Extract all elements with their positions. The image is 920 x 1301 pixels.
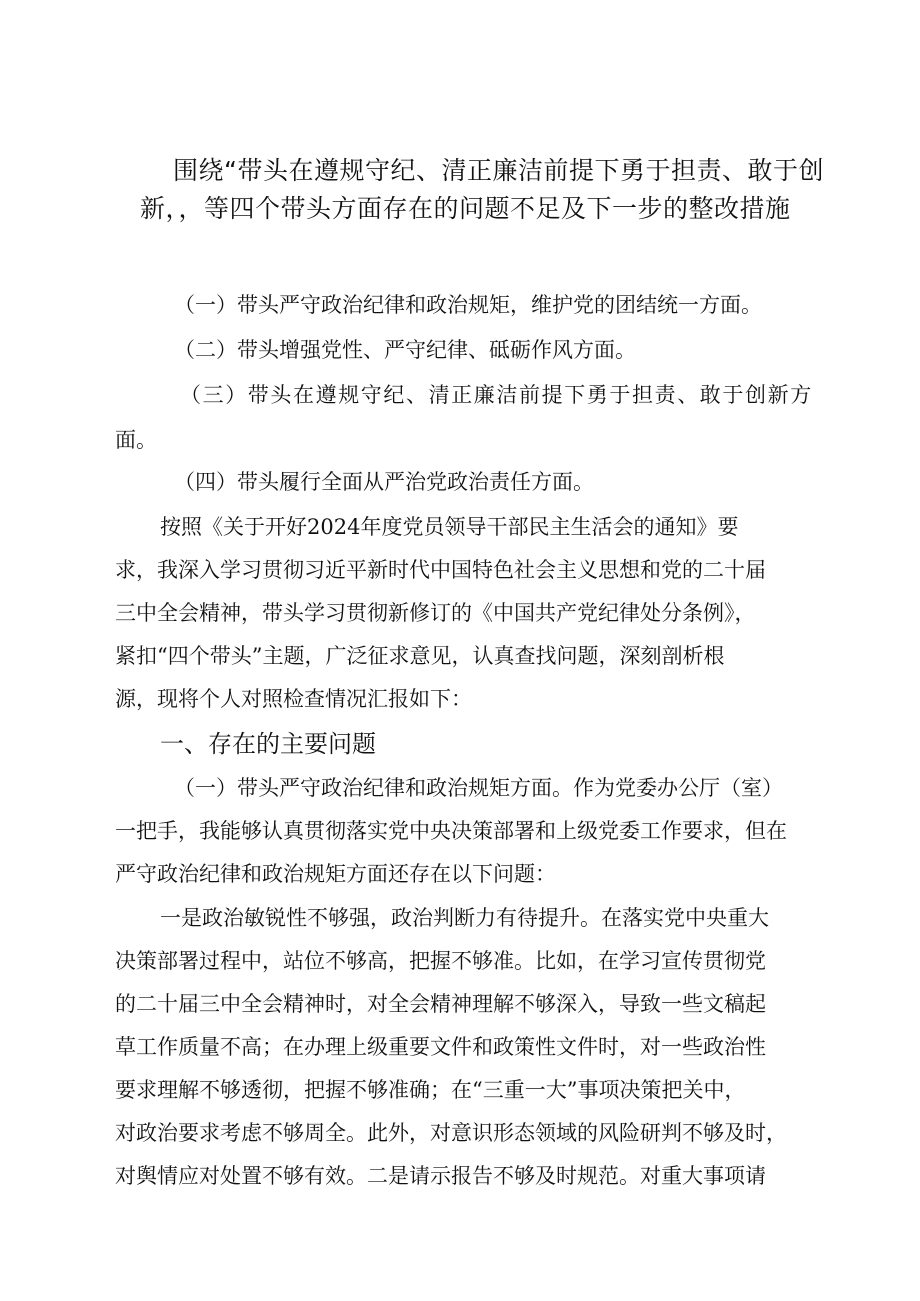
intro-line: 紧扣“四个带头”主题，广泛征求意见，认真查找问题，深刻剖析根 [115, 644, 725, 668]
section-para-line: 一把手，我能够认真贯彻落实党中央决策部署和上级党委工作要求，但在 [115, 819, 787, 843]
section-heading: 一、存在的主要问题 [160, 730, 376, 758]
list-item: 面。 [115, 428, 157, 452]
intro-line: 三中全会精神，带头学习贯彻新修订的《中国共产党纪律处分条例》， [115, 601, 756, 625]
title-line-2: 新，，等四个带头方面存在的问题不足及下一步的整改措施 [140, 194, 791, 223]
body-line: 决策部署过程中，站位不够高，把握不够准。比如，在学习宣传贯彻党 [115, 949, 766, 973]
body-line: 对舆情应对处置不够有效。二是请示报告不够及时规范。对重大事项请 [115, 1164, 766, 1188]
body-line: 对政治要求考虑不够周全。此外，对意识形态领域的风险研判不够及时， [115, 1121, 787, 1145]
list-item: （二）带头增强党性、严守纪律、砥砺作风方面。 [174, 338, 636, 362]
title-line-1: 围绕“带头在遵规守纪、清正廉洁前提下勇于担责、敢于创 [173, 156, 824, 185]
list-item: （四）带头履行全面从严治党政治责任方面。 [174, 470, 594, 494]
section-para-line: 严守政治纪律和政治规矩方面还存在以下问题： [115, 862, 556, 886]
body-line: 一是政治敏锐性不够强，政治判断力有待提升。在落实党中央重大 [160, 906, 769, 930]
intro-line: 源，现将个人对照检查情况汇报如下： [115, 687, 472, 711]
section-para-line: （一）带头严守政治纪律和政治规矩方面。作为党委办公厅（室） [174, 776, 783, 800]
body-line: 草工作质量不高；在办理上级重要文件和政策性文件时，对一些政治性 [115, 1035, 766, 1059]
intro-line: 求，我深入学习贯彻习近平新时代中国特色社会主义思想和党的二十届 [115, 558, 766, 582]
intro-line: 按照《关于开好2024年度党员领导干部民主生活会的通知》要 [160, 515, 739, 539]
body-line: 的二十届三中全会精神时，对全会精神理解不够深入，导致一些文稿起 [115, 992, 766, 1016]
list-item: （三）带头在遵规守纪、清正廉洁前提下勇于担责、敢于创新方 [180, 383, 813, 407]
list-item: （一）带头严守政治纪律和政治规矩，维护党的团结统一方面。 [174, 293, 762, 317]
document-title [140, 152, 840, 228]
body-line: 要求理解不够透彻，把握不够准确；在“三重一大”事项决策把关中， [115, 1078, 746, 1102]
